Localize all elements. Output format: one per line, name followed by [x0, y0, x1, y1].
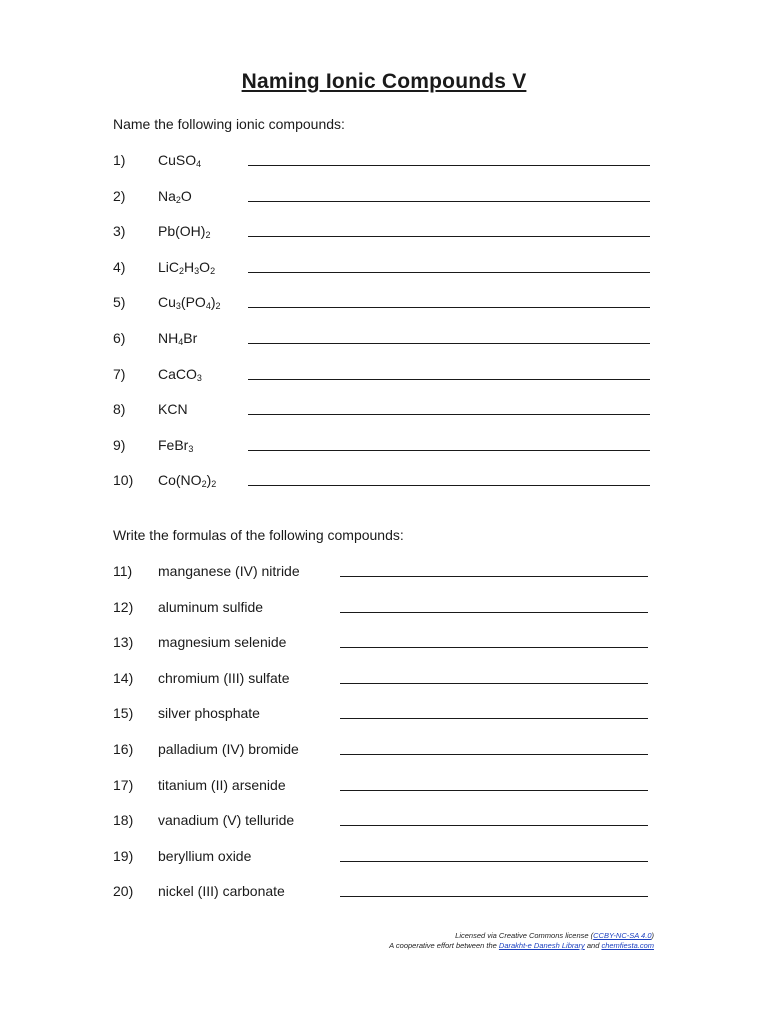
formula-text: Na	[158, 187, 176, 204]
answer-blank[interactable]	[340, 576, 648, 577]
formula-text: CaCO	[158, 365, 197, 382]
compound-formula	[158, 437, 193, 454]
formula-text: NH	[158, 330, 179, 346]
answer-blank[interactable]	[340, 647, 648, 648]
answer-blank[interactable]	[248, 485, 650, 486]
answer-blank[interactable]	[340, 718, 648, 719]
question-number: 16)	[113, 741, 134, 757]
question-number: 20)	[113, 883, 134, 900]
formula-subscript: 2	[211, 479, 217, 490]
answer-blank[interactable]	[340, 683, 648, 684]
cooperative-text: A cooperative effort between the	[389, 941, 499, 950]
answer-blank[interactable]	[340, 612, 648, 613]
cooperative-line	[389, 941, 654, 951]
formula-subscript: 2	[215, 301, 221, 312]
formula-text: KCN	[158, 401, 188, 418]
question-number: 7)	[113, 365, 126, 382]
question-number: 2)	[113, 187, 126, 204]
answer-blank[interactable]	[248, 307, 650, 308]
license-link[interactable]: CCBY-NC-SA 4.0	[593, 931, 652, 940]
section1-instruction: Name the following ionic compounds:	[113, 116, 345, 132]
compound-formula	[158, 259, 215, 276]
question-number: 1)	[113, 152, 126, 168]
formula-text: H	[184, 258, 195, 275]
formula-text: )	[206, 472, 212, 489]
formula-text: CuSO	[158, 152, 197, 168]
answer-blank[interactable]	[248, 414, 650, 415]
formula-text: )	[210, 294, 216, 311]
compound-name: magnesium selenide	[158, 634, 287, 651]
formula-subscript: 2	[201, 479, 207, 490]
formula-text: (PO	[180, 294, 206, 311]
compound-formula	[158, 223, 210, 240]
question-number: 13)	[113, 634, 134, 651]
section2-instruction: Write the formulas of the following compounds:	[113, 527, 404, 543]
compound-name: titanium (II) arsenide	[158, 776, 286, 793]
and-text: and	[584, 941, 602, 950]
formula-text: Cu	[158, 294, 176, 311]
question-number: 6)	[113, 330, 126, 346]
compound-name: silver phosphate	[158, 705, 260, 722]
compound-name: vanadium (V) telluride	[158, 812, 295, 829]
answer-blank[interactable]	[248, 236, 650, 237]
library-link[interactable]: Darakht-e Danesh Library	[498, 941, 585, 950]
chemfiesta-link[interactable]: chemfiesta.com	[601, 941, 654, 950]
formula-subscript: 3	[194, 265, 200, 276]
formula-subscript: 4	[205, 301, 211, 312]
compound-name: manganese (IV) nitride	[158, 563, 300, 579]
formula-subscript: 2	[179, 265, 185, 276]
answer-blank[interactable]	[248, 343, 650, 344]
formula-subscript: 2	[210, 265, 216, 276]
compound-formula	[158, 152, 201, 169]
question-number: 15)	[113, 705, 134, 722]
question-number: 14)	[113, 669, 134, 686]
formula-text: LiC	[158, 258, 180, 275]
question-number: 3)	[113, 223, 126, 240]
question-number: 10)	[113, 472, 134, 489]
question-number: 19)	[113, 847, 134, 864]
answer-blank[interactable]	[248, 272, 650, 273]
compound-formula	[158, 472, 216, 489]
question-number: 5)	[113, 294, 126, 311]
question-number: 4)	[113, 258, 126, 275]
page-title: Naming Ionic Compounds V	[241, 70, 527, 93]
formula-subscript: 4	[178, 337, 184, 347]
formula-text: O	[180, 187, 192, 204]
question-number: 11)	[113, 563, 133, 579]
compound-name: nickel (III) carbonate	[158, 883, 285, 900]
formula-text: O	[199, 258, 211, 275]
compound-name: beryllium oxide	[158, 847, 252, 864]
compound-formula	[158, 401, 188, 417]
answer-blank[interactable]	[340, 861, 648, 862]
license-text: Licensed via Creative Commons license (	[455, 931, 594, 940]
formula-subscript: 3	[196, 372, 202, 383]
question-number: 9)	[113, 436, 126, 453]
formula-subscript: 4	[196, 159, 202, 169]
formula-text: FeBr	[158, 436, 189, 453]
question-number: 17)	[113, 776, 134, 793]
license-close: )	[651, 931, 654, 940]
answer-blank[interactable]	[340, 896, 648, 897]
compound-formula	[158, 366, 202, 383]
formula-subscript: 3	[188, 443, 194, 454]
question-number: 18)	[113, 812, 134, 829]
compound-name: aluminum sulfide	[158, 598, 264, 615]
license-footer	[389, 931, 654, 951]
formula-text: Co(NO	[158, 472, 202, 489]
question-number: 8)	[113, 401, 126, 418]
license-line	[389, 931, 654, 941]
formula-text: Pb(OH)	[158, 223, 206, 240]
formula-subscript: 3	[175, 301, 181, 312]
answer-blank[interactable]	[248, 379, 650, 380]
compound-name: palladium (IV) bromide	[158, 741, 299, 757]
answer-blank[interactable]	[340, 790, 648, 791]
formula-subscript: 2	[205, 230, 211, 241]
formula-text: Br	[183, 330, 198, 346]
answer-blank[interactable]	[248, 201, 650, 202]
compound-formula	[158, 330, 197, 347]
answer-blank[interactable]	[340, 754, 648, 755]
compound-formula	[158, 294, 221, 311]
answer-blank[interactable]	[340, 825, 648, 826]
answer-blank[interactable]	[248, 165, 650, 166]
formula-subscript: 2	[175, 194, 181, 205]
compound-name: chromium (III) sulfate	[158, 669, 290, 686]
question-number: 12)	[113, 598, 134, 615]
compound-formula	[158, 188, 192, 205]
answer-blank[interactable]	[248, 450, 650, 451]
